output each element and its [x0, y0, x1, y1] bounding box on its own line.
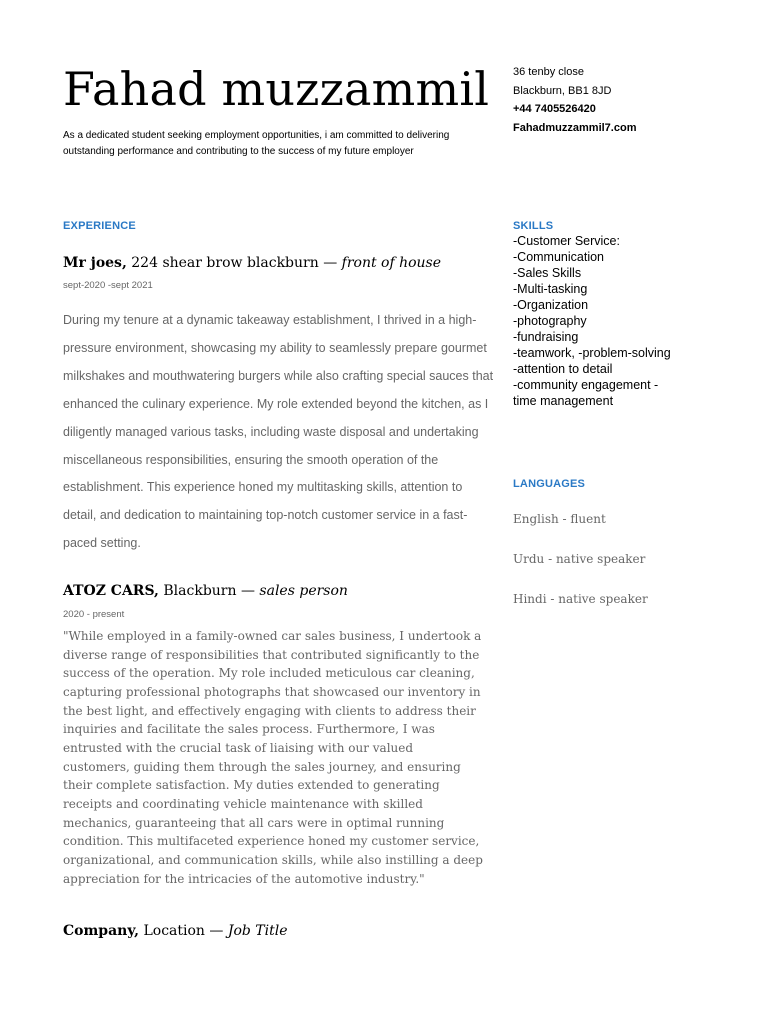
- skill-item: -Organization: [513, 298, 589, 312]
- skill-item: -fundraising: [513, 330, 579, 344]
- language-item: English - fluent: [513, 512, 606, 526]
- skill-item: time management: [513, 394, 614, 408]
- job-description: "While employed in a family-owned car sales business, I undertook a diverse range of responsibilities that contributed significantly to the success of the operation. My role included meticulous car cleaning, capturing professional photographs that showcased our inventory in the best light, and effectively engaging with clients to address their inquiries and facilitate the sales process. Furthermore, I was entrusted with the crucial task of liaising with our valued customers, guiding them through the sales journey, and ensuring their complete satisfaction. My duties extended to generating receipts and coordinating vehicle maintenance with skilled mechanics, guaranteeing that all cars were in optimal running condition. This multifaceted experience honed my customer service, organizational, and communication skills, while also instilling a deep appreciation for the intricacies of the automotive industry.": [63, 629, 483, 886]
- job-header: [63, 255, 441, 271]
- skill-item: -Communication: [513, 250, 605, 264]
- languages-heading: LANGUAGES: [513, 478, 586, 490]
- job-location: 224 shear brow blackburn —: [126, 255, 342, 271]
- experience-heading: EXPERIENCE: [63, 220, 136, 232]
- contact-block: [513, 63, 636, 137]
- job-dates: sept-2020 -sept 2021: [63, 280, 153, 291]
- job-title: sales person: [259, 583, 348, 599]
- skill-item: -Customer Service:: [513, 234, 620, 248]
- language-item: Urdu - native speaker: [513, 552, 646, 566]
- job-title: Job Title: [227, 923, 288, 939]
- skills-heading: SKILLS: [513, 220, 554, 232]
- skill-item: -Sales Skills: [513, 266, 582, 280]
- job-location: Location —: [139, 923, 228, 939]
- job-header: [63, 583, 348, 599]
- job-description: During my tenure at a dynamic takeaway establishment, I thrived in a high-pressure environment, showcasing my ability to seamlessly prepare gourmet milkshakes and mouthwatering burgers while also crafting special sauces that enhanced the culinary experience. My role extended beyond the kitchen, as I diligently managed various tasks, including waste disposal and undertaking miscellaneous responsibilities, ensuring the smooth operation of the establishment. This experience honed my multitasking skills, attention to detail, and dedication to maintaining top-notch customer service in a fast-paced setting.: [63, 313, 494, 551]
- job-header: [63, 923, 288, 939]
- skill-item: -Multi-tasking: [513, 282, 588, 296]
- email-address: Fahadmuzzammil7.com: [513, 121, 637, 134]
- job-title: front of house: [341, 255, 442, 271]
- skill-item: -teamwork, -problem-solving: [513, 346, 671, 360]
- skill-item: -community engagement -: [513, 378, 659, 392]
- phone-number: +44 7405526420: [513, 103, 596, 115]
- skill-item: -attention to detail: [513, 362, 613, 376]
- skill-item: -photography: [513, 314, 587, 328]
- language-item: Hindi - native speaker: [513, 592, 648, 606]
- job-company: ATOZ CARS,: [63, 583, 159, 599]
- resume-name: Fahad muzzammil: [63, 62, 490, 116]
- skills-list: [513, 233, 671, 409]
- address-line1: 36 tenby close: [513, 66, 584, 78]
- tagline: As a dedicated student seeking employment opportunities, i am committed to delivering outstanding performance and contributing to the success of my future employer: [63, 130, 450, 157]
- job-company: Mr joes,: [63, 255, 127, 271]
- job-company: Company,: [63, 923, 140, 939]
- job-location: Blackburn —: [158, 583, 260, 599]
- address-line2: Blackburn, BB1 8JD: [513, 84, 612, 97]
- job-dates: 2020 - present: [63, 609, 125, 620]
